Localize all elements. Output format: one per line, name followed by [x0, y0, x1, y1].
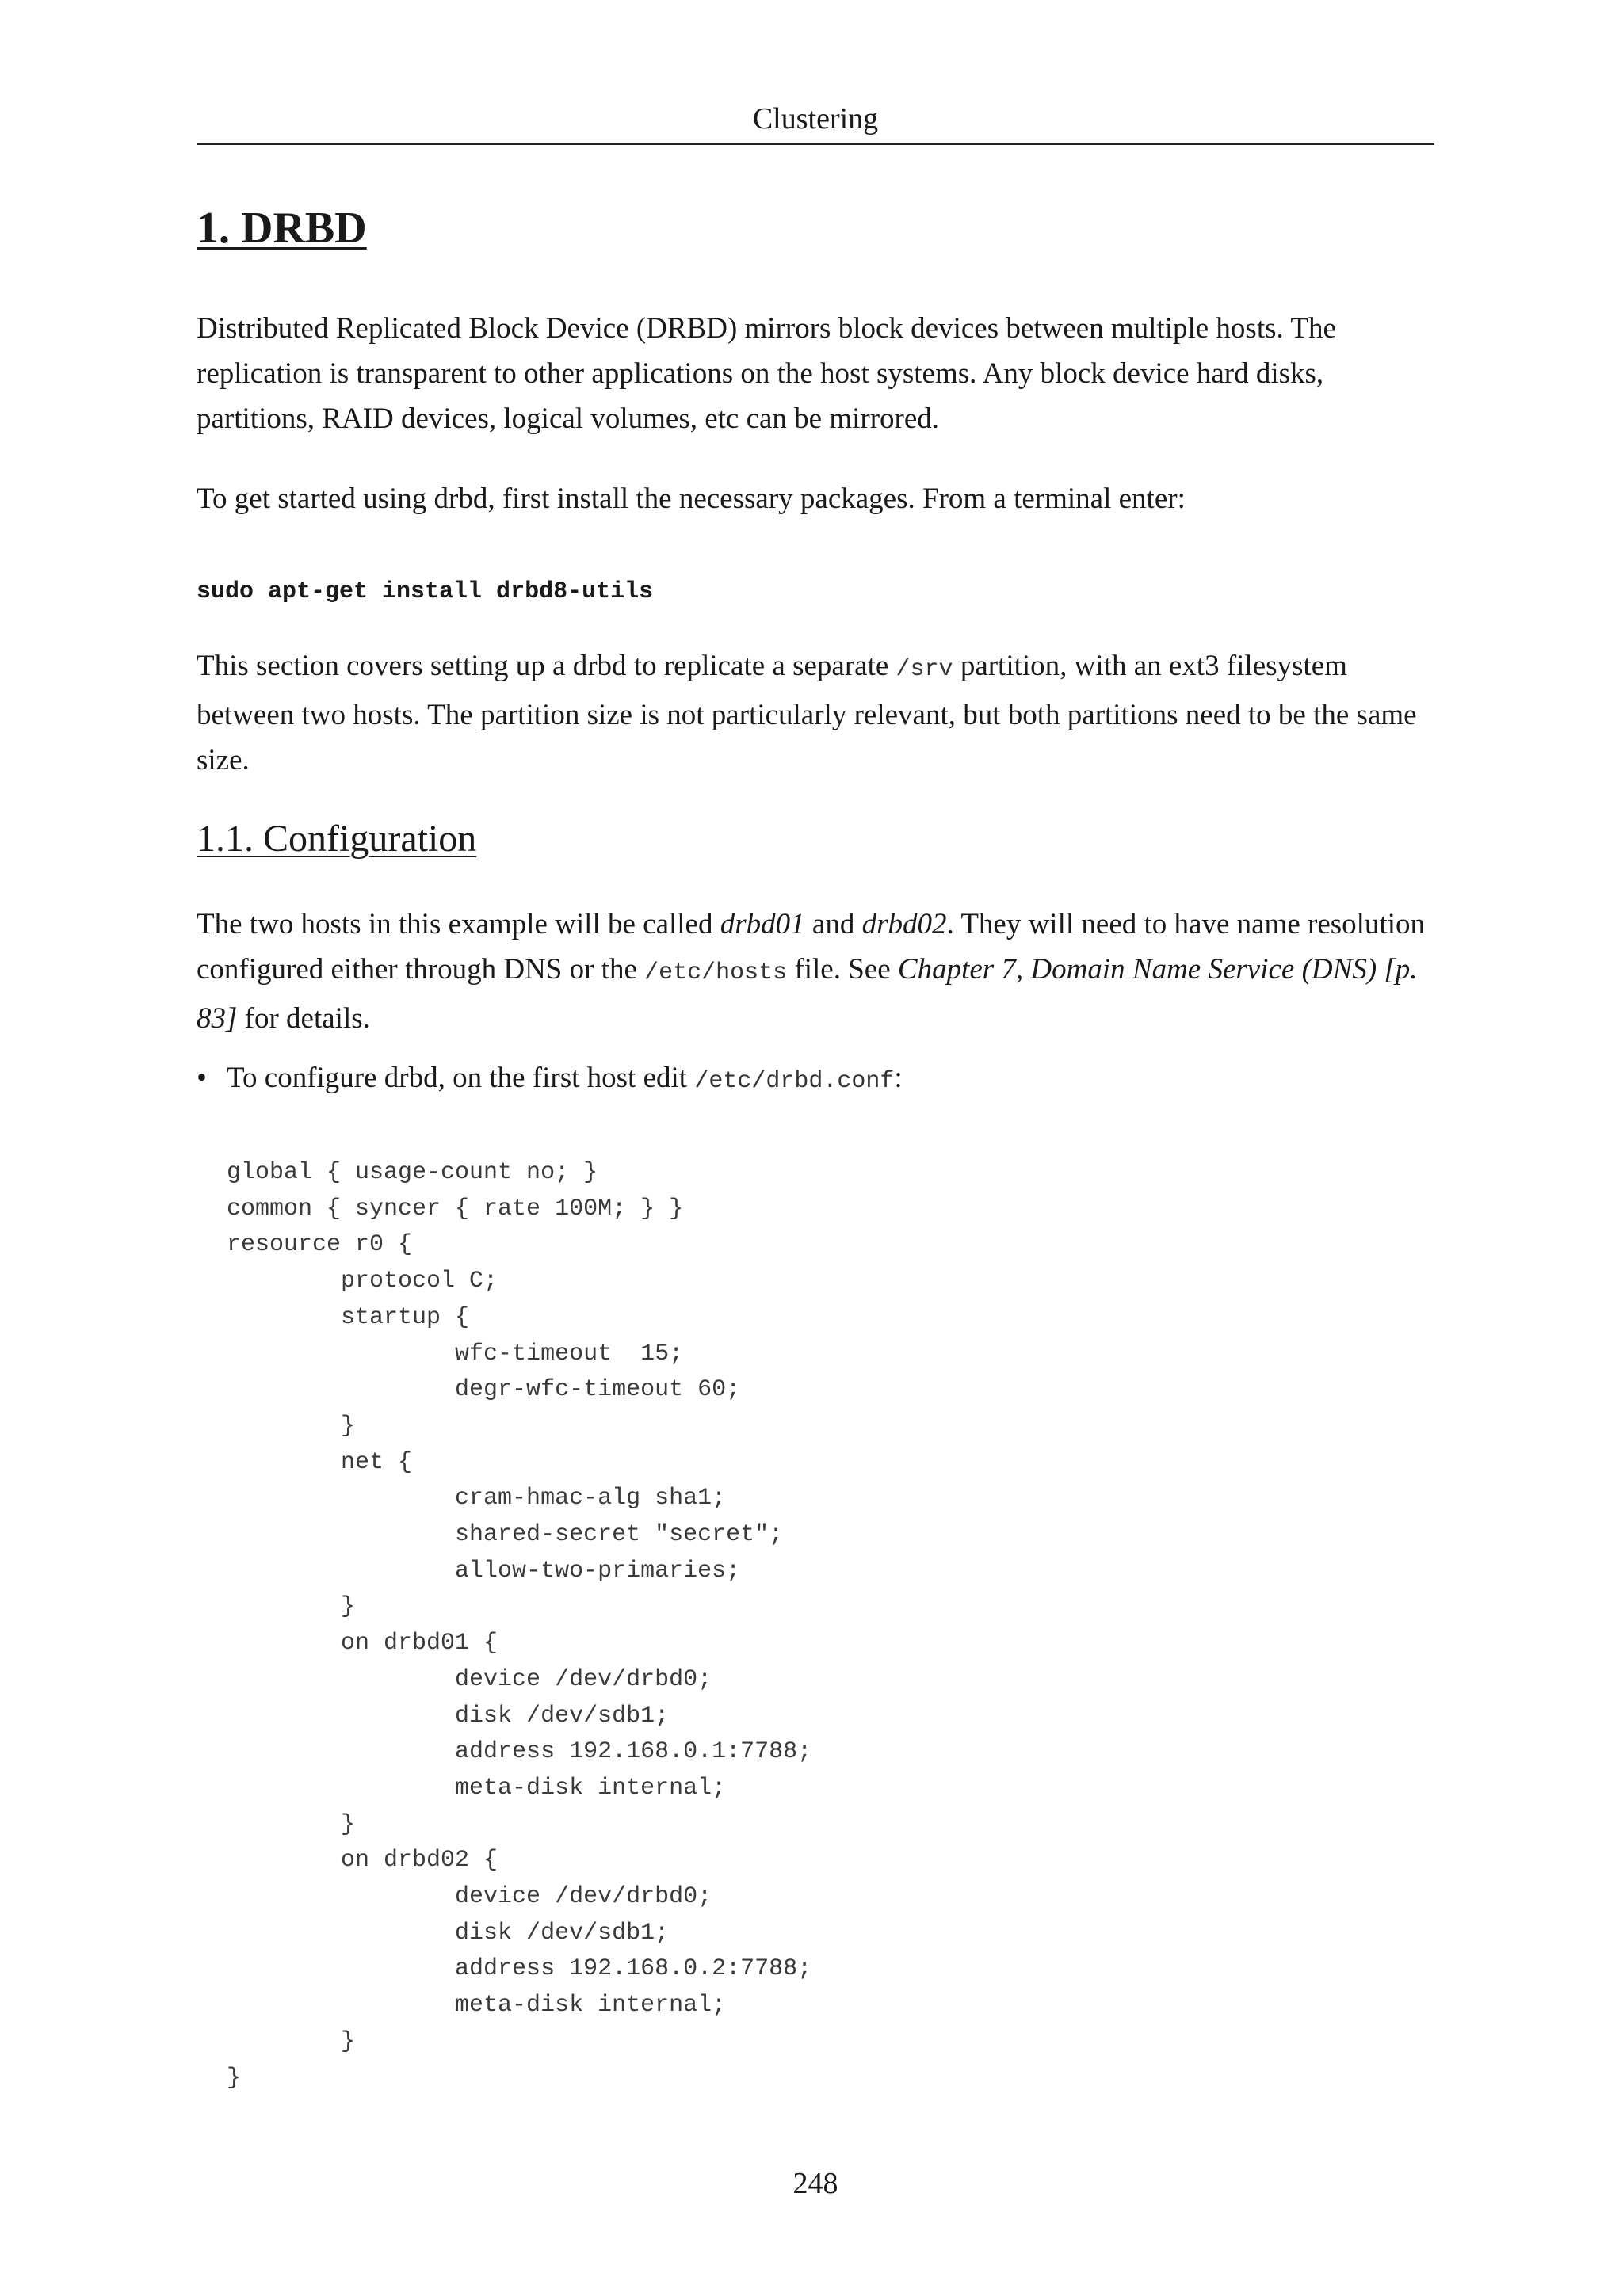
drbd-config-code-block: global { usage-count no; } common { syncer { rate 100M; } } resource r0 { protocol C; startup { wfc-timeout 15; degr-wfc-timeout 60; } net { cram-hmac-alg sha1; shared-secret "secret"; allow-two-primaries; } on drbd01 { device /dev/drbd0; disk /dev/sdb1; address 192.168.0.1:7788; meta-disk internal; } on drbd02 { device /dev/drbd0; disk /dev/sdb1; address 192.168.0.2:7788; meta-disk internal; } }: [227, 1159, 812, 2092]
hosts-text-2: and: [804, 908, 862, 940]
hosts-text-1: The two hosts in this example will be called: [197, 908, 720, 940]
host2-name: drbd02: [861, 908, 947, 940]
hosts-file-path: /etc/hosts: [644, 959, 788, 986]
bullet-text: [227, 1055, 903, 1104]
bullet-text-start: To configure drbd, on the first host edit: [227, 1062, 695, 1094]
install-intro-paragraph: To get started using drbd, first install the necessary packages. From a terminal enter:: [197, 482, 1186, 515]
hosts-text-4: file. See: [787, 953, 898, 986]
hosts-text-3: . They will need to have name resolution configured either through DNS or the: [197, 908, 1425, 986]
section-heading: 1. DRBD: [197, 204, 367, 253]
page-number: 248: [792, 2167, 838, 2200]
config-bullet-item: [197, 1055, 1434, 1104]
hosts-text-5: for details.: [237, 1002, 370, 1035]
bullet-icon: •: [197, 1062, 207, 1094]
partition-text-end: partition, with an ext3 filesystem between two hosts. The partition size is not particularly relevant, but both partitions need to be the same size.: [197, 650, 1417, 776]
dns-chapter-link[interactable]: Chapter 7, Domain Name Service (DNS) [p. 83]: [197, 953, 1418, 1035]
page-content: [197, 196, 1434, 2096]
bullet-text-end: :: [894, 1062, 903, 1094]
subsection-heading: 1.1. Configuration: [197, 818, 477, 860]
install-command: sudo apt-get install drbd8-utils: [197, 578, 654, 605]
host1-name: drbd01: [720, 908, 805, 940]
srv-path: /srv: [896, 656, 953, 683]
running-header: Clustering: [752, 102, 879, 135]
partition-paragraph: [197, 643, 1434, 783]
intro-paragraph: Distributed Replicated Block Device (DRBD) mirrors block devices between multiple hosts. The replication is transparent to other applications on the host systems. Any block device hard disks, partitions, RAID devices, logical volumes, etc can be mirrored.: [197, 312, 1336, 435]
header-rule: [197, 143, 1434, 145]
partition-text-start: This section covers setting up a drbd to replicate a separate: [197, 650, 896, 682]
drbd-conf-path: /etc/drbd.conf: [694, 1068, 895, 1095]
hosts-paragraph: [197, 902, 1434, 1041]
